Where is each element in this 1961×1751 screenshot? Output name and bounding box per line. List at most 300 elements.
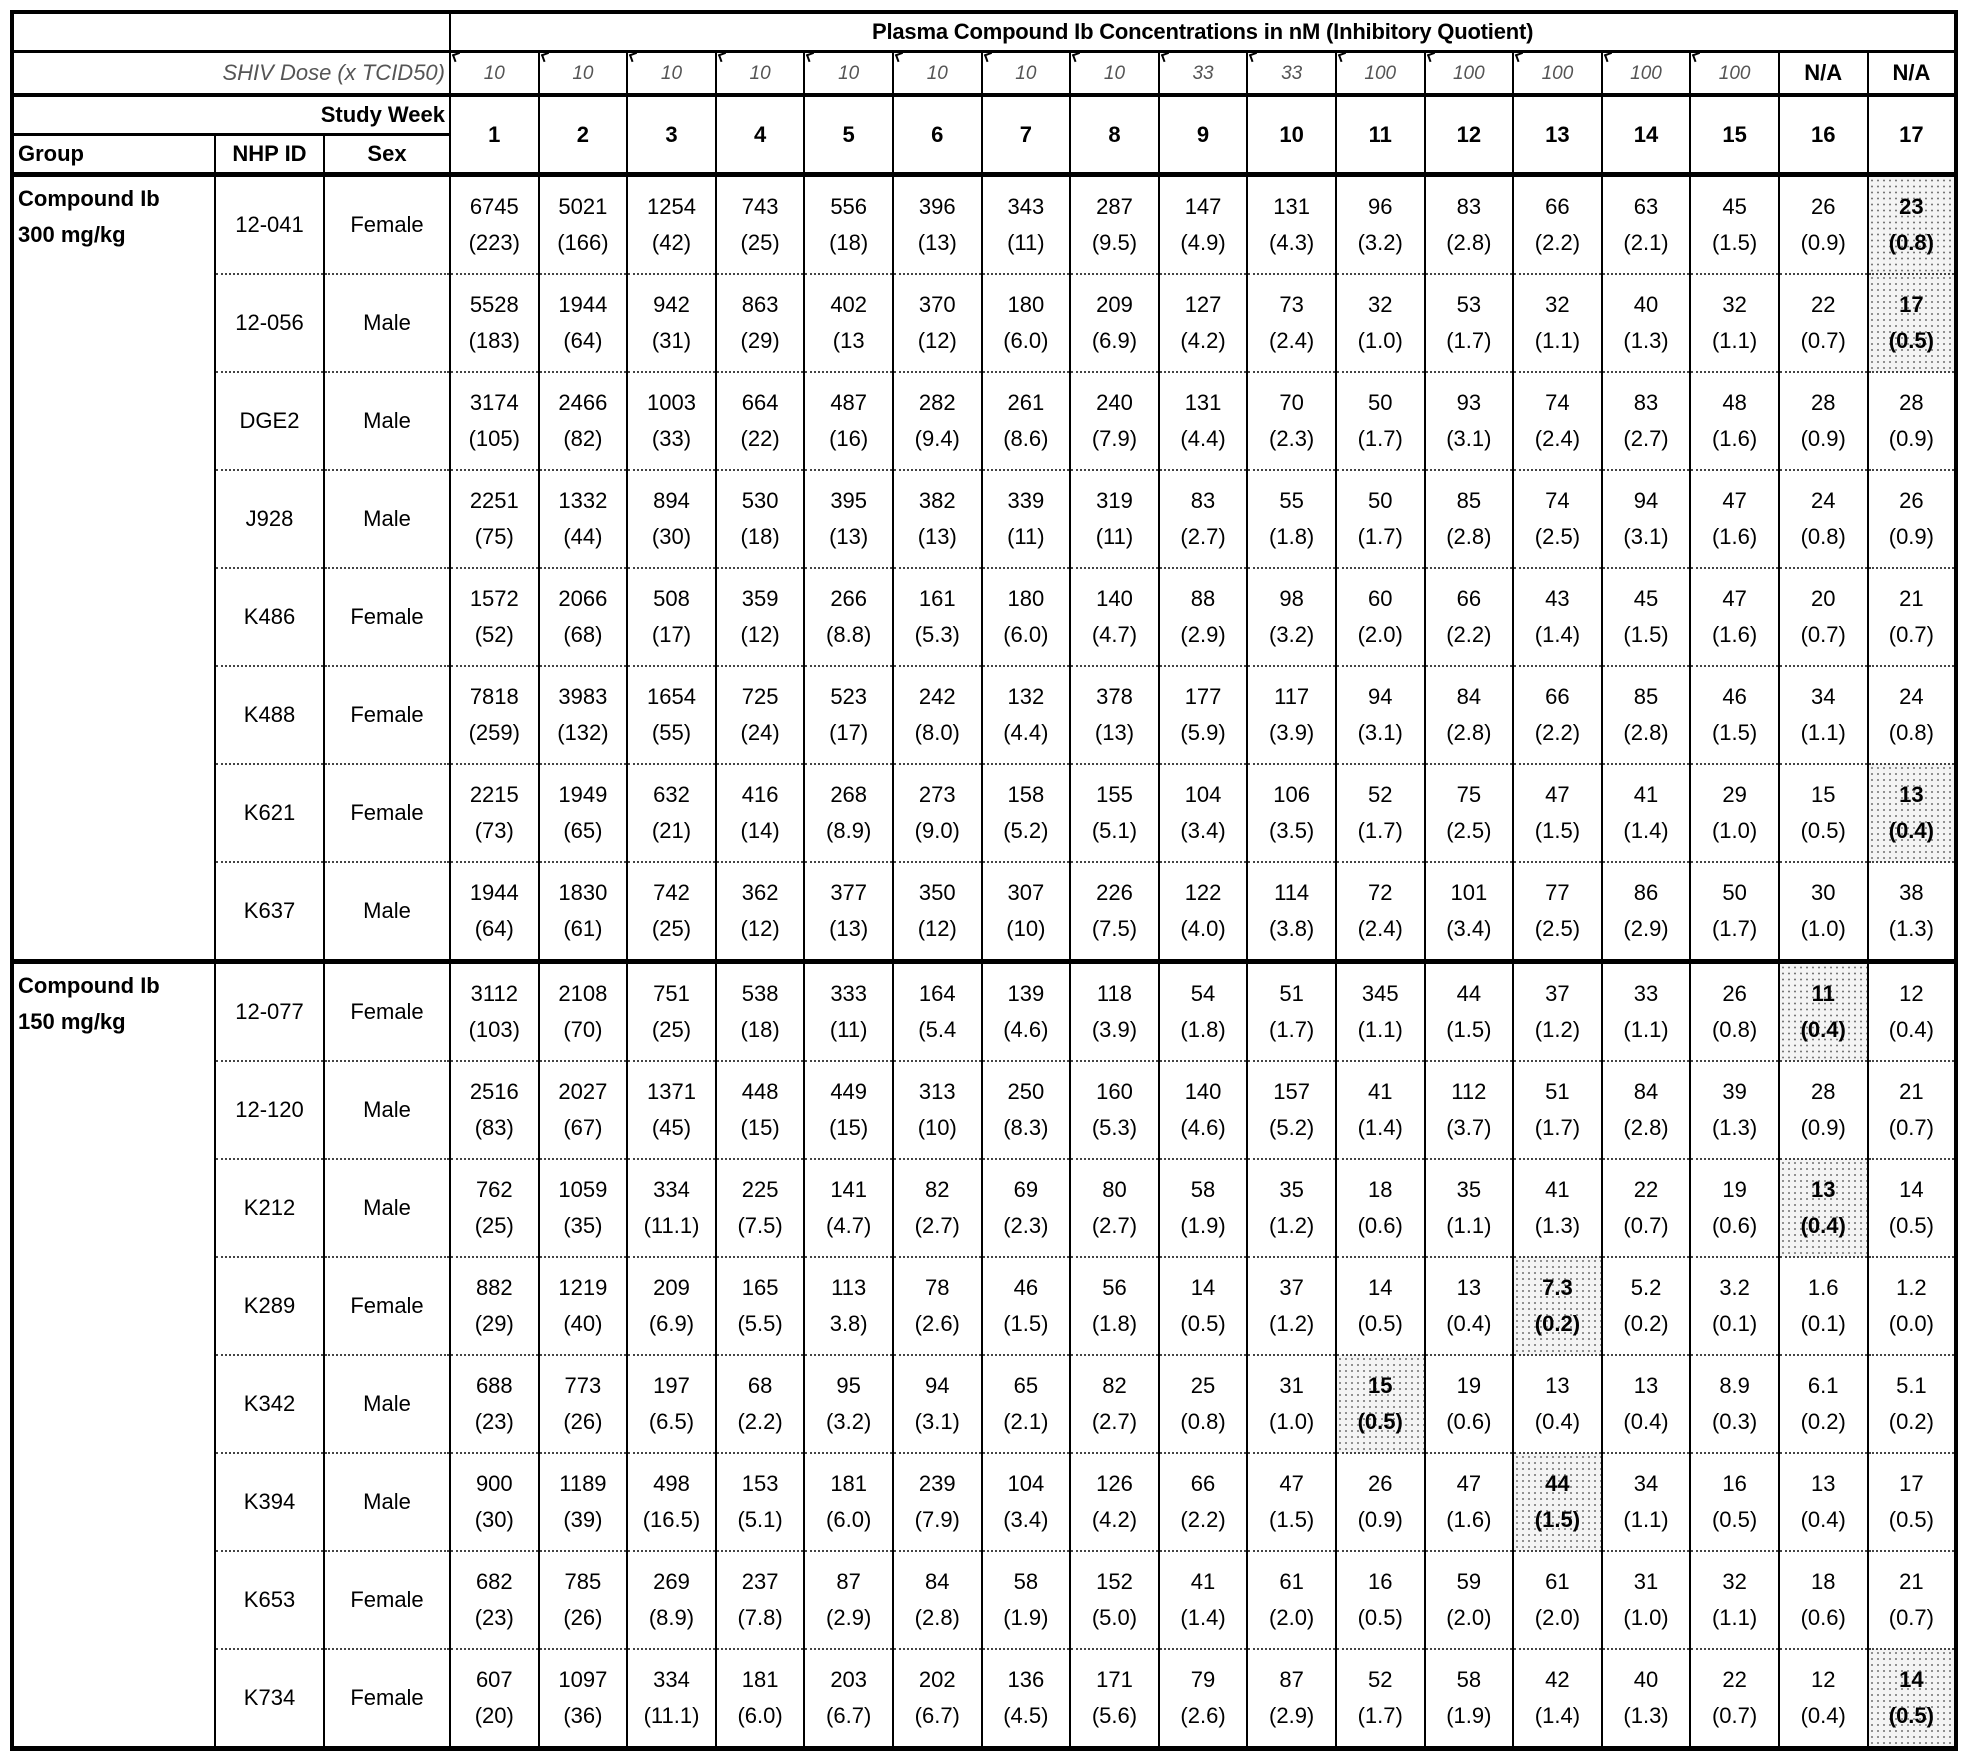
concentration-value: 94 bbox=[1633, 488, 1659, 513]
concentration-cell bbox=[1602, 1159, 1691, 1257]
concentration-value: 65 bbox=[1013, 1373, 1039, 1398]
concentration-cell bbox=[450, 470, 539, 568]
concentration-value: 5528 bbox=[469, 292, 519, 317]
concentration-cell bbox=[450, 372, 539, 470]
concentration-value: 84 bbox=[925, 1569, 950, 1594]
concentration-cell bbox=[1690, 962, 1779, 1062]
concentration-value: 75 bbox=[1456, 782, 1482, 807]
concentration-value: 113 bbox=[831, 1275, 867, 1300]
error-flag-icon bbox=[1692, 52, 1702, 62]
concentration-cell bbox=[1690, 470, 1779, 568]
concentration-cell bbox=[1070, 274, 1159, 372]
inhibitory-quotient-value: (6.0) bbox=[826, 1507, 872, 1532]
dose-value: 100 bbox=[1718, 63, 1751, 84]
sex-cell: Female bbox=[324, 1551, 450, 1649]
concentration-value: 13 bbox=[1633, 1373, 1659, 1398]
concentration-value: 6745 bbox=[469, 194, 519, 219]
concentration-value: 1830 bbox=[558, 880, 608, 905]
inhibitory-quotient-value: (1.4) bbox=[1534, 622, 1581, 647]
concentration-value: 26 bbox=[1367, 1471, 1393, 1496]
inhibitory-quotient-value: (1.3) bbox=[1711, 1115, 1758, 1140]
dose-value: 100 bbox=[1630, 63, 1662, 84]
inhibitory-quotient-value: (1.6) bbox=[1711, 524, 1758, 549]
concentration-cell bbox=[1247, 1257, 1336, 1355]
concentration-value: 72 bbox=[1367, 880, 1393, 905]
concentration-cell bbox=[982, 568, 1071, 666]
concentration-cell bbox=[627, 1355, 716, 1453]
inhibitory-quotient-value: (1.5) bbox=[1623, 622, 1669, 647]
concentration-value: 2066 bbox=[558, 586, 608, 611]
concentration-value: 378 bbox=[1096, 684, 1133, 709]
concentration-cell bbox=[627, 470, 716, 568]
concentration-value: 23 bbox=[1899, 194, 1924, 219]
concentration-value: 22 bbox=[1810, 292, 1836, 317]
inhibitory-quotient-value: (2.8) bbox=[914, 1605, 960, 1630]
concentration-cell bbox=[1247, 274, 1336, 372]
concentration-cell bbox=[804, 175, 893, 275]
inhibitory-quotient-value: (1.2) bbox=[1269, 1213, 1315, 1238]
concentration-cell bbox=[1779, 1355, 1868, 1453]
inhibitory-quotient-value: (11) bbox=[1095, 524, 1134, 549]
inhibitory-quotient-value: (1.9) bbox=[1446, 1703, 1492, 1728]
error-flag-icon bbox=[1161, 52, 1171, 62]
concentration-cell bbox=[1159, 962, 1248, 1062]
inhibitory-quotient-value: (13) bbox=[829, 916, 869, 941]
inhibitory-quotient-value: (30) bbox=[474, 1507, 514, 1532]
inhibitory-quotient-value: (13) bbox=[1094, 720, 1135, 745]
inhibitory-quotient-value: (7.5) bbox=[1091, 916, 1138, 941]
inhibitory-quotient-value: (70) bbox=[563, 1017, 603, 1042]
concentration-value: 61 bbox=[1279, 1569, 1304, 1594]
concentration-cell bbox=[1513, 1355, 1602, 1453]
concentration-cell bbox=[1868, 666, 1957, 764]
concentration-value: 762 bbox=[475, 1177, 513, 1202]
concentration-value: 28 bbox=[1899, 390, 1924, 415]
concentration-value: 21 bbox=[1899, 586, 1924, 611]
concentration-cell bbox=[893, 175, 982, 275]
concentration-cell bbox=[1425, 274, 1514, 372]
inhibitory-quotient-value: (25) bbox=[474, 1213, 514, 1238]
dose-cell bbox=[804, 52, 893, 96]
concentration-cell bbox=[450, 1453, 539, 1551]
concentration-cell bbox=[893, 1453, 982, 1551]
concentration-value: 1572 bbox=[469, 586, 519, 611]
sex-cell: Female bbox=[324, 962, 450, 1062]
inhibitory-quotient-value: (0.7) bbox=[1888, 1115, 1934, 1140]
inhibitory-quotient-value: (1.8) bbox=[1091, 1311, 1138, 1336]
inhibitory-quotient-value: (13 bbox=[832, 328, 865, 353]
nhp-id-cell: 12-077 bbox=[215, 962, 324, 1062]
concentration-cell bbox=[450, 962, 539, 1062]
concentration-value: 20 bbox=[1810, 586, 1836, 611]
inhibitory-quotient-value: (8.6) bbox=[1003, 426, 1049, 451]
concentration-cell bbox=[1690, 1453, 1779, 1551]
inhibitory-quotient-value: (3.4) bbox=[1180, 818, 1226, 843]
concentration-cell bbox=[1513, 1649, 1602, 1749]
concentration-cell bbox=[539, 372, 628, 470]
inhibitory-quotient-value: (3.2) bbox=[1357, 230, 1403, 255]
concentration-cell bbox=[1336, 1649, 1425, 1749]
inhibitory-quotient-value: (1.6) bbox=[1446, 1507, 1492, 1532]
concentration-cell bbox=[716, 274, 805, 372]
concentration-value: 15 bbox=[1367, 1373, 1393, 1398]
concentration-value: 106 bbox=[1273, 782, 1310, 807]
inhibitory-quotient-value: (17) bbox=[829, 720, 869, 745]
dose-cell bbox=[539, 52, 628, 96]
concentration-cell bbox=[1779, 1551, 1868, 1649]
inhibitory-quotient-value: (132) bbox=[557, 720, 609, 745]
week-number-header: 9 bbox=[1159, 95, 1248, 175]
concentration-value: 85 bbox=[1456, 488, 1482, 513]
inhibitory-quotient-value: (1.1) bbox=[1534, 328, 1581, 353]
concentration-value: 161 bbox=[918, 586, 956, 611]
concentration-cell bbox=[1336, 764, 1425, 862]
inhibitory-quotient-value: (0.7) bbox=[1800, 622, 1846, 647]
concentration-value: 26 bbox=[1899, 488, 1924, 513]
inhibitory-quotient-value: (4.9) bbox=[1180, 230, 1226, 255]
concentration-value: 261 bbox=[1007, 390, 1045, 415]
concentration-value: 863 bbox=[741, 292, 779, 317]
concentration-cell bbox=[804, 1355, 893, 1453]
inhibitory-quotient-value: (13) bbox=[917, 524, 957, 549]
concentration-value: 1254 bbox=[647, 194, 696, 219]
inhibitory-quotient-value: (1.0) bbox=[1357, 328, 1403, 353]
concentration-cell bbox=[627, 1453, 716, 1551]
inhibitory-quotient-value: (1.5) bbox=[1446, 1017, 1492, 1042]
inhibitory-quotient-value: (1.7) bbox=[1357, 524, 1403, 549]
sex-cell: Male bbox=[324, 862, 450, 962]
concentration-cell bbox=[1779, 1159, 1868, 1257]
concentration-value: 136 bbox=[1007, 1667, 1045, 1692]
concentration-cell bbox=[1070, 666, 1159, 764]
inhibitory-quotient-value: (0.1) bbox=[1800, 1311, 1846, 1336]
concentration-value: 38 bbox=[1899, 880, 1924, 905]
concentration-value: 333 bbox=[830, 981, 868, 1006]
concentration-cell bbox=[627, 862, 716, 962]
inhibitory-quotient-value: (1.7) bbox=[1534, 1115, 1581, 1140]
concentration-cell bbox=[450, 1551, 539, 1649]
table-row bbox=[12, 1453, 1956, 1551]
concentration-value: 725 bbox=[741, 684, 779, 709]
concentration-cell bbox=[1247, 1355, 1336, 1453]
inhibitory-quotient-value: (1.1) bbox=[1800, 720, 1846, 745]
concentration-cell bbox=[1868, 1061, 1957, 1159]
concentration-cell bbox=[1513, 175, 1602, 275]
dose-cell bbox=[1513, 52, 1602, 96]
inhibitory-quotient-value: (2.6) bbox=[914, 1311, 960, 1336]
concentration-cell bbox=[450, 1257, 539, 1355]
inhibitory-quotient-value: (1.7) bbox=[1711, 916, 1758, 941]
concentration-value: 2215 bbox=[469, 782, 519, 807]
concentration-value: 34 bbox=[1810, 684, 1836, 709]
inhibitory-quotient-value: (0.1) bbox=[1711, 1311, 1758, 1336]
inhibitory-quotient-value: (1.3) bbox=[1534, 1213, 1581, 1238]
table-title: Plasma Compound Ib Concentrations in nM (Inhibitory Quotient) bbox=[450, 12, 1956, 52]
inhibitory-quotient-value: (4.6) bbox=[1180, 1115, 1226, 1140]
concentration-value: 237 bbox=[741, 1569, 779, 1594]
inhibitory-quotient-value: (0.0) bbox=[1888, 1311, 1934, 1336]
concentration-cell bbox=[1159, 666, 1248, 764]
concentration-cell bbox=[893, 1159, 982, 1257]
week-number-header: 14 bbox=[1602, 95, 1691, 175]
concentration-cell bbox=[627, 1649, 716, 1749]
concentration-value: 82 bbox=[925, 1177, 950, 1202]
concentration-cell bbox=[1602, 764, 1691, 862]
inhibitory-quotient-value: (5.4 bbox=[918, 1017, 957, 1042]
concentration-value: 664 bbox=[741, 390, 779, 415]
concentration-cell bbox=[1602, 372, 1691, 470]
inhibitory-quotient-value: (6.5) bbox=[648, 1409, 695, 1434]
error-flag-icon bbox=[1338, 52, 1348, 62]
concentration-value: 104 bbox=[1007, 1471, 1045, 1496]
concentration-cell bbox=[893, 568, 982, 666]
inhibitory-quotient-value: (5.2) bbox=[1269, 1115, 1315, 1140]
concentration-value: 751 bbox=[653, 981, 690, 1006]
concentration-value: 39 bbox=[1722, 1079, 1747, 1104]
dose-cell bbox=[1425, 52, 1514, 96]
inhibitory-quotient-value: (1.1) bbox=[1446, 1213, 1492, 1238]
concentration-value: 32 bbox=[1722, 1569, 1747, 1594]
concentration-cell bbox=[1602, 962, 1691, 1062]
sex-cell: Female bbox=[324, 175, 450, 275]
concentration-value: 1654 bbox=[647, 684, 696, 709]
concentration-cell bbox=[1425, 1355, 1514, 1453]
week-number-header: 17 bbox=[1868, 95, 1957, 175]
inhibitory-quotient-value: (0.7) bbox=[1623, 1213, 1669, 1238]
concentration-value: 242 bbox=[918, 684, 956, 709]
concentration-cell bbox=[1602, 274, 1691, 372]
concentration-value: 101 bbox=[1450, 880, 1488, 905]
concentration-cell bbox=[539, 1061, 628, 1159]
table-row bbox=[12, 1355, 1956, 1453]
concentration-value: 26 bbox=[1722, 981, 1747, 1006]
concentration-cell bbox=[893, 764, 982, 862]
dose-label: SHIV Dose (x TCID50) bbox=[12, 52, 450, 96]
inhibitory-quotient-value: (36) bbox=[563, 1703, 603, 1728]
concentration-value: 942 bbox=[653, 292, 690, 317]
concentration-value: 86 bbox=[1633, 880, 1659, 905]
concentration-cell bbox=[450, 274, 539, 372]
inhibitory-quotient-value: (1.2) bbox=[1534, 1017, 1581, 1042]
concentration-cell bbox=[1779, 764, 1868, 862]
concentration-cell bbox=[1159, 568, 1248, 666]
concentration-cell bbox=[1247, 1061, 1336, 1159]
concentration-value: 13 bbox=[1899, 782, 1924, 807]
concentration-value: 3174 bbox=[469, 390, 519, 415]
inhibitory-quotient-value: (15) bbox=[740, 1115, 780, 1140]
concentration-cell bbox=[982, 274, 1071, 372]
concentration-cell bbox=[716, 175, 805, 275]
inhibitory-quotient-value: (3.1) bbox=[1357, 720, 1403, 745]
concentration-cell bbox=[893, 470, 982, 568]
inhibitory-quotient-value: (0.5) bbox=[1357, 1311, 1403, 1336]
concentration-value: 487 bbox=[830, 390, 868, 415]
inhibitory-quotient-value: (20) bbox=[474, 1703, 514, 1728]
concentration-value: 197 bbox=[653, 1373, 690, 1398]
concentration-value: 35 bbox=[1456, 1177, 1482, 1202]
inhibitory-quotient-value: (0.4) bbox=[1800, 1017, 1846, 1042]
concentration-value: 396 bbox=[918, 194, 956, 219]
concentration-cell bbox=[1868, 764, 1957, 862]
concentration-value: 31 bbox=[1279, 1373, 1304, 1398]
inhibitory-quotient-value: (4.2) bbox=[1091, 1507, 1138, 1532]
dose-value: 10 bbox=[838, 63, 860, 84]
inhibitory-quotient-value: (5.3) bbox=[1091, 1115, 1138, 1140]
concentration-value: 2516 bbox=[469, 1079, 519, 1104]
inhibitory-quotient-value: (64) bbox=[563, 328, 603, 353]
concentration-value: 24 bbox=[1899, 684, 1924, 709]
inhibitory-quotient-value: (2.2) bbox=[1446, 622, 1492, 647]
concentration-value: 282 bbox=[918, 390, 956, 415]
concentration-cell bbox=[1159, 1649, 1248, 1749]
concentration-cell bbox=[1602, 1355, 1691, 1453]
dose-value: 100 bbox=[1452, 63, 1485, 84]
dose-value: 10 bbox=[926, 63, 948, 84]
concentration-cell bbox=[1425, 764, 1514, 862]
concentration-value: 66 bbox=[1190, 1471, 1216, 1496]
column-header-nhp-id: NHP ID bbox=[215, 135, 324, 175]
concentration-value: 2027 bbox=[558, 1079, 608, 1104]
concentration-cell bbox=[716, 1453, 805, 1551]
dose-value: 10 bbox=[572, 63, 594, 84]
inhibitory-quotient-value: (23) bbox=[474, 1409, 514, 1434]
inhibitory-quotient-value: (5.2) bbox=[1003, 818, 1049, 843]
concentration-value: 131 bbox=[1273, 194, 1310, 219]
concentration-cell bbox=[1070, 175, 1159, 275]
inhibitory-quotient-value: (0.5) bbox=[1357, 1605, 1403, 1630]
concentration-cell bbox=[1690, 1159, 1779, 1257]
inhibitory-quotient-value: (8.3) bbox=[1003, 1115, 1049, 1140]
dose-value: 10 bbox=[1103, 63, 1126, 84]
inhibitory-quotient-value: (2.8) bbox=[1623, 720, 1669, 745]
inhibitory-quotient-value: (2.2) bbox=[1534, 720, 1581, 745]
concentration-cell bbox=[1070, 1257, 1159, 1355]
concentration-value: 377 bbox=[830, 880, 868, 905]
concentration-value: 160 bbox=[1096, 1079, 1133, 1104]
error-flag-icon bbox=[1426, 52, 1436, 62]
concentration-cell bbox=[1425, 862, 1514, 962]
sex-cell: Male bbox=[324, 274, 450, 372]
concentration-cell bbox=[1779, 1649, 1868, 1749]
concentration-cell bbox=[1425, 175, 1514, 275]
nhp-id-cell: K621 bbox=[215, 764, 324, 862]
concentration-value: 742 bbox=[653, 880, 690, 905]
sex-cell: Male bbox=[324, 372, 450, 470]
concentration-cell bbox=[804, 1649, 893, 1749]
dose-value: 10 bbox=[660, 63, 683, 84]
concentration-value: 21 bbox=[1899, 1079, 1924, 1104]
concentration-cell bbox=[1690, 175, 1779, 275]
concentration-value: 45 bbox=[1633, 586, 1659, 611]
concentration-cell bbox=[1247, 372, 1336, 470]
concentration-value: 530 bbox=[741, 488, 779, 513]
inhibitory-quotient-value: (21) bbox=[651, 818, 692, 843]
concentration-value: 319 bbox=[1096, 488, 1133, 513]
concentration-cell bbox=[804, 1551, 893, 1649]
concentration-cell bbox=[1336, 175, 1425, 275]
concentration-value: 395 bbox=[830, 488, 868, 513]
concentration-cell bbox=[1336, 1453, 1425, 1551]
week-number-header: 11 bbox=[1336, 95, 1425, 175]
concentration-cell bbox=[1159, 862, 1248, 962]
concentration-cell bbox=[1690, 1257, 1779, 1355]
concentration-value: 1189 bbox=[559, 1471, 607, 1496]
table-row bbox=[12, 1551, 1956, 1649]
concentration-cell bbox=[1690, 274, 1779, 372]
week-number-header: 15 bbox=[1690, 95, 1779, 175]
concentration-value: 50 bbox=[1367, 488, 1393, 513]
concentration-value: 47 bbox=[1456, 1471, 1482, 1496]
inhibitory-quotient-value: (2.7) bbox=[1091, 1213, 1138, 1238]
concentration-value: 80 bbox=[1102, 1177, 1127, 1202]
concentration-value: 50 bbox=[1722, 880, 1747, 905]
concentration-value: 46 bbox=[1013, 1275, 1039, 1300]
concentration-value: 1949 bbox=[558, 782, 608, 807]
concentration-value: 538 bbox=[741, 981, 779, 1006]
inhibitory-quotient-value: (1.5) bbox=[1269, 1507, 1315, 1532]
inhibitory-quotient-value: (7.9) bbox=[1091, 426, 1138, 451]
concentration-cell bbox=[450, 862, 539, 962]
concentration-value: 2251 bbox=[469, 488, 519, 513]
concentration-value: 66 bbox=[1456, 586, 1482, 611]
table-row bbox=[12, 372, 1956, 470]
concentration-value: 152 bbox=[1096, 1569, 1133, 1594]
column-header-group: Group bbox=[12, 135, 215, 175]
concentration-value: 1944 bbox=[469, 880, 519, 905]
concentration-cell bbox=[1425, 470, 1514, 568]
concentration-cell bbox=[982, 372, 1071, 470]
concentration-value: 52 bbox=[1367, 782, 1393, 807]
concentration-value: 240 bbox=[1096, 390, 1133, 415]
concentration-cell bbox=[1690, 372, 1779, 470]
nhp-id-cell: K488 bbox=[215, 666, 324, 764]
group-cell bbox=[12, 962, 215, 1749]
concentration-value: 22 bbox=[1633, 1177, 1659, 1202]
concentration-value: 47 bbox=[1279, 1471, 1304, 1496]
dose-cell bbox=[450, 52, 539, 96]
dose-cell bbox=[1159, 52, 1248, 96]
inhibitory-quotient-value: (1.5) bbox=[1003, 1311, 1049, 1336]
inhibitory-quotient-value: (2.7) bbox=[914, 1213, 960, 1238]
inhibitory-quotient-value: (1.7) bbox=[1446, 328, 1492, 353]
concentration-value: 84 bbox=[1633, 1079, 1659, 1104]
concentration-cell bbox=[716, 962, 805, 1062]
inhibitory-quotient-value: (18) bbox=[740, 524, 780, 549]
concentration-value: 14 bbox=[1367, 1275, 1393, 1300]
concentration-value: 19 bbox=[1456, 1373, 1482, 1398]
concentration-cell bbox=[1513, 764, 1602, 862]
concentration-cell bbox=[539, 1355, 628, 1453]
inhibitory-quotient-value: (1.1) bbox=[1623, 1017, 1669, 1042]
concentration-value: 66 bbox=[1545, 194, 1570, 219]
inhibitory-quotient-value: (4.4) bbox=[1003, 720, 1049, 745]
concentration-value: 382 bbox=[918, 488, 956, 513]
concentration-cell bbox=[716, 568, 805, 666]
concentration-cell bbox=[1159, 1061, 1248, 1159]
concentration-value: 350 bbox=[918, 880, 956, 905]
concentration-value: 21 bbox=[1899, 1569, 1924, 1594]
inhibitory-quotient-value: (2.8) bbox=[1446, 524, 1492, 549]
inhibitory-quotient-value: (0.9) bbox=[1888, 426, 1934, 451]
concentration-value: 209 bbox=[653, 1275, 690, 1300]
inhibitory-quotient-value: (0.5) bbox=[1357, 1409, 1403, 1434]
concentration-value: 98 bbox=[1279, 586, 1304, 611]
inhibitory-quotient-value: (0.9) bbox=[1800, 1115, 1846, 1140]
concentration-cell bbox=[804, 372, 893, 470]
concentration-value: 523 bbox=[830, 684, 868, 709]
inhibitory-quotient-value: (6.9) bbox=[648, 1311, 695, 1336]
concentration-value: 50 bbox=[1367, 390, 1393, 415]
